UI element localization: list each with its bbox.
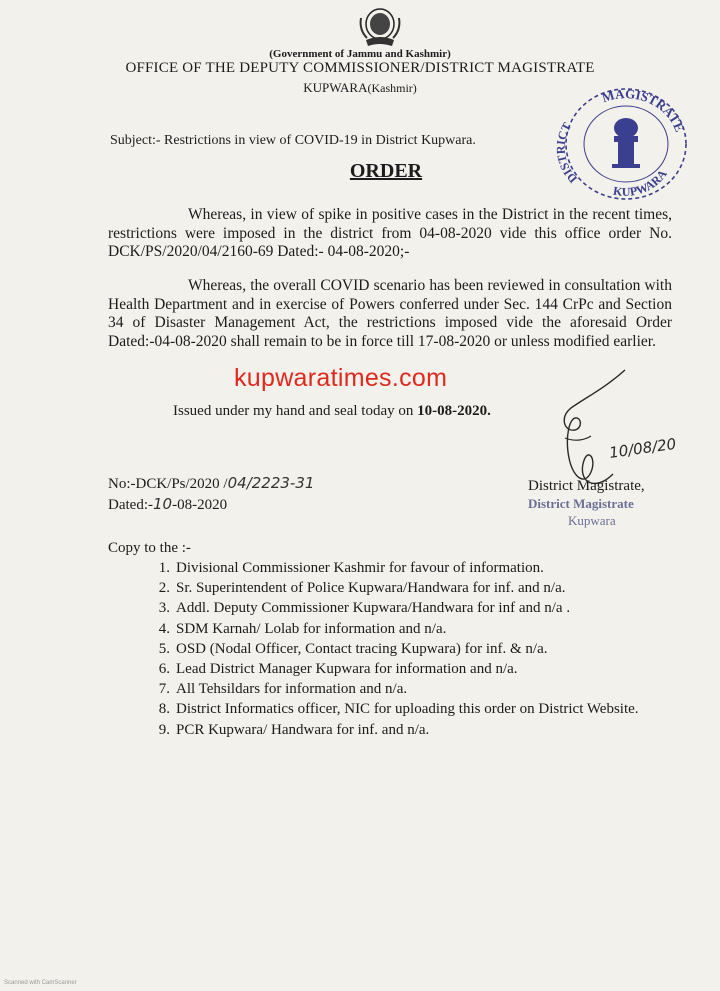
list-item-number: 2. <box>158 580 170 597</box>
list-item-text: Sr. Superintendent of Police Kupwara/Handwara for inf. and n/a. <box>176 580 566 597</box>
list-item-number: 8. <box>158 701 170 718</box>
list-item-number: 1. <box>158 560 170 576</box>
paragraph-1: Whereas, in view of spike in positive cases in the District in the recent times, restrictions were imposed in the district from 04-08-2020 vide this office order No. DCK/PS/2020/04/2160-69 Dated:- 04-08-2020;- <box>108 206 672 260</box>
signature-date: 10/08/20 <box>608 434 678 462</box>
list-item-text: All Tehsildars for information and n/a. <box>176 681 408 698</box>
office-title: OFFICE OF THE DEPUTY COMMISSIONER/DISTRICT MAGISTRATE <box>125 60 595 76</box>
list-item-number: 6. <box>158 661 170 678</box>
subject-line: Subject:- Restrictions in view of COVID-19 in District Kupwara. <box>110 133 476 148</box>
list-item <box>150 699 680 719</box>
list-item <box>150 720 680 740</box>
list-item-number: 5. <box>158 640 170 657</box>
list-item <box>150 619 680 639</box>
list-item-number: 9. <box>158 721 170 738</box>
paragraph-2: Whereas, the overall COVID scenario has been reviewed in consultation with Health Department and in exercise of Powers conferred under Sec. 144 CrPc and Section 34 of Disaster Management Act, the restrictions imposed vide the aforesaid Order Dated:-04-08-2020 shall remain to be in force till 17-08-2020 or unless modified earlier. <box>108 277 672 350</box>
list-item-number: 7. <box>158 681 170 698</box>
list-item <box>150 578 680 598</box>
list-item-text: PCR Kupwara/ Handwara for inf. and n/a. <box>176 721 430 738</box>
seal-left-text: DISTRICT <box>553 120 581 186</box>
list-item-number: 4. <box>158 620 170 637</box>
district-magistrate-title: District Magistrate, <box>528 478 645 494</box>
copy-to-list <box>150 558 680 740</box>
office-place: KUPWARA(Kashmir) <box>303 80 417 95</box>
list-item <box>150 639 680 659</box>
state-emblem-icon <box>355 4 405 50</box>
seal-top-text: MAGISTRATE <box>600 85 688 134</box>
scanner-footer: Scanned with CamScanner <box>4 980 77 986</box>
list-item-text: OSD (Nodal Officer, Contact tracing Kupwara) for inf. & n/a. <box>176 640 548 657</box>
district-magistrate-seal <box>548 82 694 206</box>
seal-bottom-text: KUPWARA <box>612 166 670 199</box>
list-item-number: 3. <box>158 600 170 617</box>
magistrate-stamp-line1: District Magistrate <box>528 496 634 511</box>
order-dated: Dated:-10-08-2020 <box>108 495 228 513</box>
list-item-text: Lead District Manager Kupwara for information and n/a. <box>176 661 518 678</box>
order-number: No:-DCK/Ps/2020 /04/2223-31 <box>108 474 315 492</box>
list-item <box>150 659 680 679</box>
issued-line: Issued under my hand and seal today on 10-08-2020. <box>173 403 491 419</box>
list-item-text: District Informatics officer, NIC for uploading this order on District Website. <box>176 701 639 718</box>
list-item-text: Divisional Commissioner Kashmir for favour of information. <box>176 560 544 576</box>
magistrate-stamp-line2: Kupwara <box>568 513 616 528</box>
list-item <box>150 679 680 699</box>
list-item-text: Addl. Deputy Commissioner Kupwara/Handwara for inf and n/a . <box>176 600 571 617</box>
order-title: ORDER <box>349 160 423 182</box>
watermark: kupwaratimes.com <box>234 364 448 392</box>
government-line: (Government of Jammu and Kashmir) <box>269 48 451 60</box>
list-item <box>150 558 680 578</box>
list-item-text: SDM Karnah/ Lolab for information and n/a. <box>176 620 447 637</box>
list-item <box>150 598 680 618</box>
copy-to-heading: Copy to the :- <box>108 540 191 556</box>
